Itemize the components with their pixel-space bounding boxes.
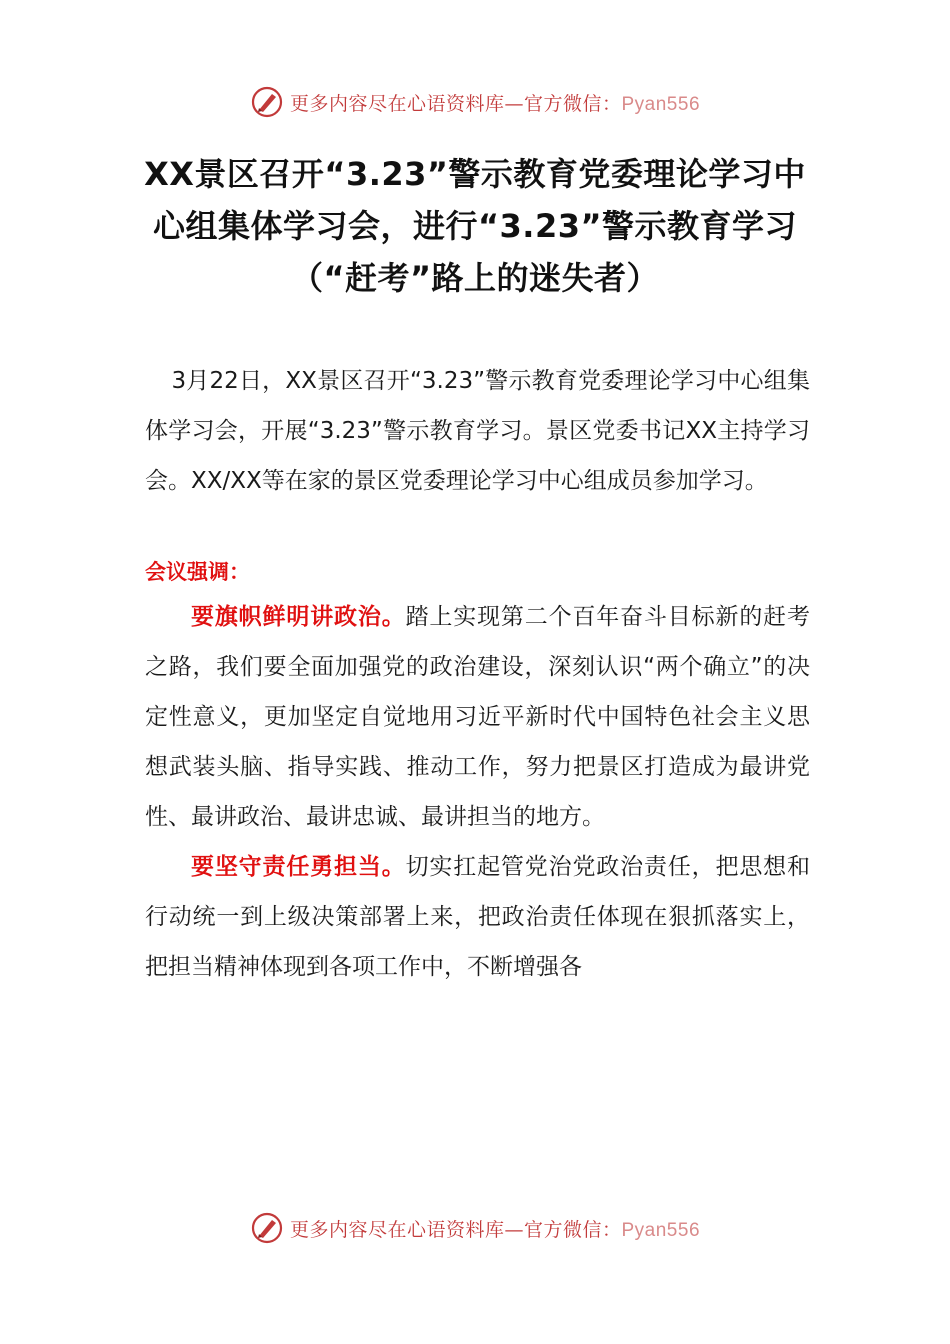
header-banner: [0, 82, 950, 122]
banner-slogan: 更多内容尽在心语资料库—官方微信：: [289, 1218, 622, 1241]
pen-circle-logo-icon: [250, 85, 284, 119]
pen-circle-logo-icon: [250, 1211, 284, 1245]
document-body: [145, 356, 810, 992]
banner-text: [290, 1215, 700, 1242]
footer-banner: [0, 1208, 950, 1248]
document-title: XX景区召开“3.23”警示教育党委理论学习中心组集体学习会，进行“3.23”警示教育学习（“赶考”路上的迷失者）: [144, 155, 806, 297]
banner-wechat-id: Pyan556: [621, 1219, 701, 1241]
point-paragraph-1: [145, 592, 810, 842]
intro-paragraph: 3月22日，XX景区召开“3.23”警示教育党委理论学习中心组集体学习会，开展“3.23”警示教育学习。景区党委书记XX主持学习会。XX/XX等在家的景区党委理论学习中心组成员参加学习。: [145, 368, 810, 494]
point-lead-1: 要旗帜鲜明讲政治。: [191, 604, 406, 630]
banner-slogan: 更多内容尽在心语资料库—官方微信：: [289, 92, 622, 115]
point-text-1: 踏上实现第二个百年奋斗目标新的赶考之路，我们要全面加强党的政治建设，深刻认识“两个确立”的决定性意义，更加坚定自觉地用习近平新时代中国特色社会主义思想武装头脑、指导实践、推动工作，努力把景区打造成为最讲党性、最讲政治、最讲忠诚、最讲担当的地方。: [145, 604, 811, 830]
point-lead-2: 要坚守责任勇担当。: [191, 854, 406, 880]
section-heading: 会议强调：: [145, 560, 250, 584]
banner-text: [290, 89, 700, 116]
point-paragraph-2: [145, 842, 810, 992]
banner-wechat-id: Pyan556: [621, 93, 701, 115]
point-text-2: 切实扛起管党治党政治责任，把思想和行动统一到上级决策部署上来，把政治责任体现在狠抓落实上，把担当精神体现到各项工作中，不断增强各: [145, 854, 811, 980]
